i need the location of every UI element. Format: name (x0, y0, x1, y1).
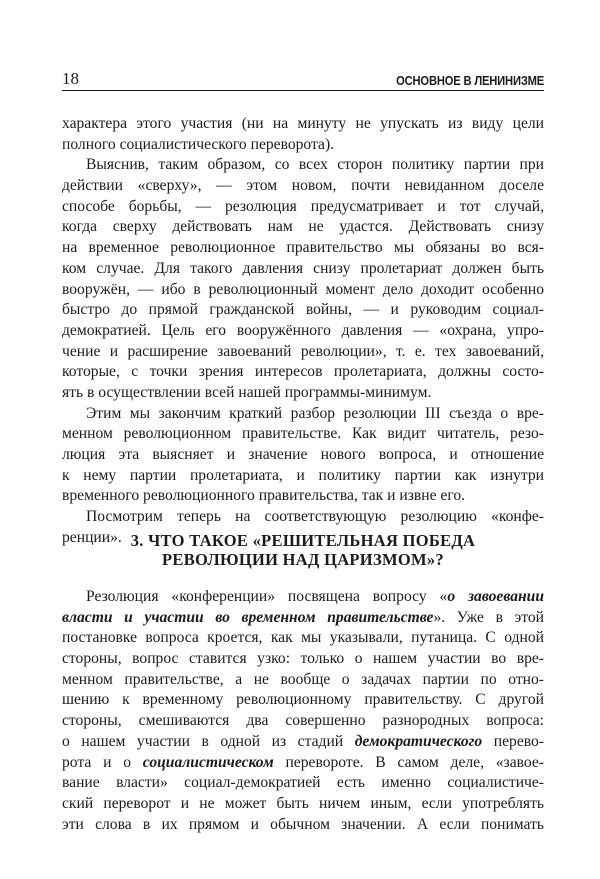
body-text-top (62, 114, 544, 548)
emphasis: социалистическом (142, 753, 274, 771)
text-line: к нему партии пролетариата, и политику партии как изнутри (62, 466, 544, 484)
emphasis: демократического (354, 732, 483, 750)
section-heading (62, 531, 544, 569)
text-line: полного социалистического переворота). (62, 135, 335, 153)
text-line: власти и участии во временном правительстве». Уже в этой (62, 608, 544, 626)
text-line: которые, с точки зрения интересов пролетариата, должны состо- (62, 363, 544, 381)
text-line: вание власти» социал-демократией есть именно социалистиче- (62, 774, 544, 792)
emphasis: власти и участии во временном правительстве (62, 608, 434, 626)
text-line: вооружён, — ибо в революционный момент дело доходит особенно (62, 280, 544, 298)
running-title: ОСНОВНОЕ В ЛЕНИНИЗМЕ (396, 73, 544, 88)
text-line: постановке вопроса кроется, как мы указывали, путаница. С одной (62, 629, 544, 647)
text-line: Посмотрим теперь на соответствующую резолюцию «конфе- (86, 508, 544, 526)
text-line: способе борьбы, — резолюция предусматривает и тот случай, (62, 197, 544, 215)
text-line: ренции». (62, 528, 122, 546)
text-line: чение и расширение завоеваний революции», т. е. тех завоеваний, (62, 342, 544, 360)
text-line: стороны, смешиваются два совершенно разнородных вопроса: (62, 712, 544, 730)
text-line: стороны, вопрос ставится узко: только о нашем участии во вре- (62, 650, 544, 668)
text-line: характера этого участия (ни на минуту не упускать из виду цели (62, 115, 544, 132)
text-line: шению к временному революционному правительству. С другой (62, 691, 544, 709)
text-line: действии «сверху», — этом новом, почти невиданном доселе (62, 177, 544, 195)
text-line: ять в осуществлении всей нашей программы-минимум. (62, 383, 432, 401)
body-text-bottom (62, 587, 544, 835)
text-line: Выяснив, таким образом, со всех сторон политику партии при (86, 156, 544, 174)
text-line: ком случае. Для такого давления снизу пролетариат должен быть (62, 259, 544, 277)
page-number: 18 (62, 69, 79, 88)
emphasis: о завоевании (447, 588, 544, 605)
text-line: рота и о социалистическом перевороте. В самом деле, «завое- (62, 753, 544, 771)
text-line: о нашем участии в одной из стадий демократического перево- (62, 732, 544, 750)
section-heading-line: 3. ЧТО ТАКОЕ «РЕШИТЕЛЬНАЯ ПОБЕДА (130, 531, 476, 550)
text-line: менном правительстве, а не вообще о задачах партии по отно- (62, 670, 544, 688)
text-line: демократией. Цель его вооружённого давления — «охрана, упро- (62, 321, 544, 339)
text-line: на временное революционное правительство мы обязаны во вся- (62, 239, 544, 257)
text-line: менном революционном правительстве. Как видит читатель, резо- (62, 425, 544, 443)
text-line: когда сверху действовать нам не удастся. Действовать снизу (62, 218, 544, 236)
running-head (62, 68, 544, 91)
text-line: ский переворот и не может быть ничем иным, если употреблять (62, 794, 544, 812)
text-line: Этим мы закончим краткий разбор резолюции III съезда о вре- (86, 404, 544, 422)
text-line: быстро до прямой гражданской войны, — и руководим социал- (62, 301, 544, 319)
text-line: эти слова в их прямом и обычном значении. А если понимать (62, 815, 544, 833)
section-heading-line: РЕВОЛЮЦИИ НАД ЦАРИЗМОМ»? (162, 550, 444, 569)
text-line: люция эта выясняет и значение нового вопроса, и отношение (62, 446, 544, 463)
text-line: Резолюция «конференции» посвящена вопросу «о завоевании (86, 588, 544, 605)
text-line: временного революционного правительства, так и извне его. (62, 487, 466, 505)
